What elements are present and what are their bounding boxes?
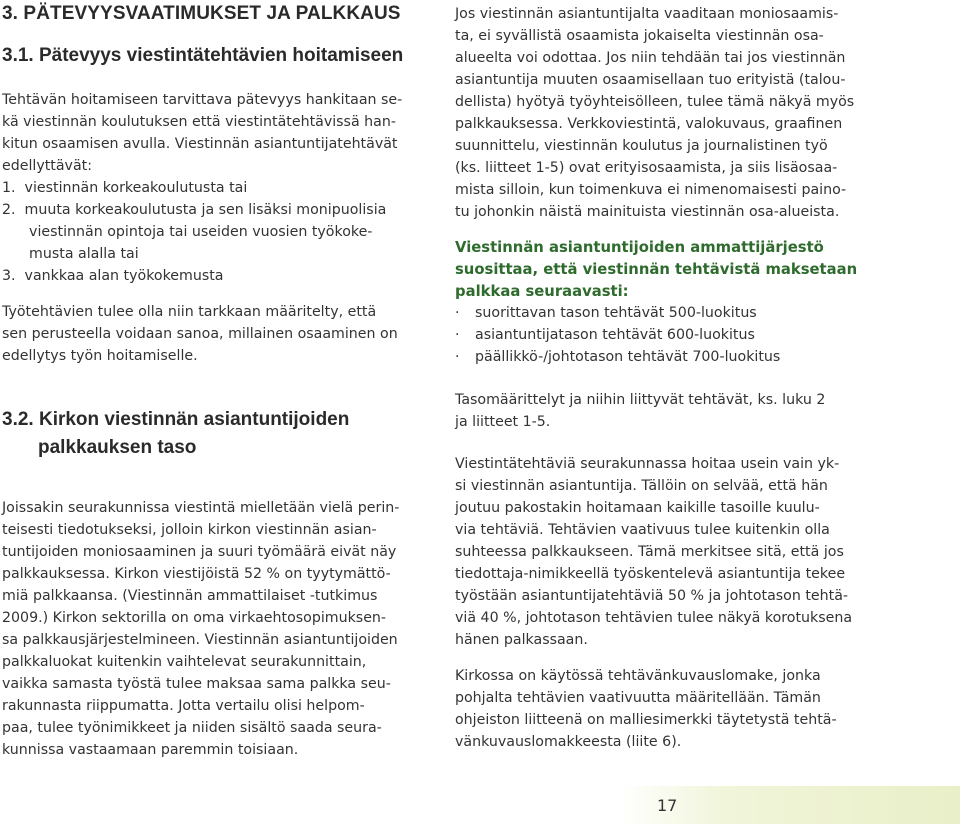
text-line: suhteessa palkkaukseen. Tämä merkitsee sitä, että jos	[455, 544, 844, 560]
list-item-text: päällikkö-/johtotason tehtävät 700-luokitus	[475, 349, 781, 365]
text-line: joutuu pakostakin hoitamaan kaikille tasoille kuulu-	[455, 500, 820, 516]
list-item-text: suorittavan tason tehtävät 500-luokitus	[475, 305, 757, 321]
list-item	[455, 346, 780, 368]
text-line: tuntijoiden moniosaaminen ja suuri työmäärä eivät näy	[2, 544, 397, 560]
text-line: palkkauksessa. Verkkoviestintä, valokuvaus, graafinen	[455, 116, 843, 132]
text-line: kitun osaamisen avulla. Viestinnän asiantuntijatehtävät	[2, 136, 398, 152]
list-item-continued: musta alalla tai	[2, 246, 139, 262]
text-line: vänkuvauslomakkeesta (liite 6).	[455, 734, 682, 750]
text-line: Kirkossa on käytössä tehtävänkuvauslomake, jonka	[455, 668, 821, 684]
text-line: paa, tulee työnimikkeet ja niiden sisältö saada seura-	[2, 720, 382, 736]
text-line: kunnissa vastaamaan paremmin toisiaan.	[2, 742, 299, 758]
text-line: ohjeiston liitteenä on malliesimerkki täytetystä tehtä-	[455, 712, 837, 728]
bullet-icon: ·	[455, 327, 460, 343]
bullet-icon: ·	[455, 305, 460, 321]
section-3-2-paragraph	[2, 497, 399, 761]
title-line: 3.2. Kirkon viestinnän asiantuntijoiden	[2, 409, 350, 430]
text-line: tiedottaja-nimikkeellä työskentelevä asiantuntija tekee	[455, 566, 846, 582]
title-line: palkkauksen taso	[38, 437, 197, 458]
right-paragraph-4	[455, 665, 837, 753]
text-line: (ks. liitteet 1-5) ovat erityisosaamista, ja siis lisäosaa-	[455, 160, 838, 176]
right-paragraph-2	[455, 389, 825, 433]
section-3-2-title	[2, 409, 349, 459]
text-line: mista silloin, kun toimenkuva ei nimenomaisesti paino-	[455, 182, 847, 198]
list-item-continued: viestinnän opintoja tai useiden vuosien työkoke-	[2, 224, 373, 240]
list-item	[455, 324, 780, 346]
text-line: dellista) hyötyä työyhteisölleen, tulee tämä näkyä myös	[455, 94, 855, 110]
text-line: palkkaa seuraavasti:	[455, 283, 629, 300]
salary-recommendation-heading	[455, 237, 857, 303]
text-line: palkkaluokat kuitenkin vaihtelevat seurakunnittain,	[2, 654, 367, 670]
section-3-1-intro	[2, 89, 402, 177]
text-line: Viestinnän asiantuntijoiden ammattijärjestö	[455, 239, 824, 256]
text-line: tu johonkin näistä mainituista viestinnän osa-alueista.	[455, 204, 840, 220]
text-line: 2009.) Kirkon sektorilla on oma virkaehtosopimuksen-	[2, 610, 387, 626]
text-line: miä palkkaansa. (Viestinnän ammattilaiset -tutkimus	[2, 588, 378, 604]
list-item: 1. viestinnän korkeakoulutusta tai	[2, 180, 248, 196]
qualification-list	[2, 177, 386, 287]
text-line: vaikka samasta työstä tulee maksaa sama palkka seu-	[2, 676, 391, 692]
text-line: rakunnasta riippumatta. Jotta vertailu olisi helpom-	[2, 698, 365, 714]
text-line: teisesti tiedotukseksi, jolloin kirkon viestinnän asian-	[2, 522, 377, 538]
text-line: ja liitteet 1-5.	[455, 414, 551, 430]
list-item	[455, 302, 780, 324]
salary-levels-list	[455, 302, 780, 368]
section-3-1-paragraph	[2, 301, 398, 367]
section-3-1-title: 3.1. Pätevyys viestintätehtävien hoitamiseen	[2, 45, 404, 66]
text-line: sen perusteella voidaan sanoa, millainen osaaminen on	[2, 326, 398, 342]
text-line: edellytys työn hoitamiselle.	[2, 348, 198, 364]
right-paragraph-3	[455, 453, 852, 651]
page-number: 17	[657, 796, 678, 815]
text-line: pohjalta tehtävien vaativuutta määritellään. Tämän	[455, 690, 821, 706]
text-line: Viestintätehtäviä seurakunnassa hoitaa usein vain yk-	[455, 456, 840, 472]
text-line: kä viestinnän koulutuksen että viestintätehtävissä han-	[2, 114, 396, 130]
text-line: alueelta voi odottaa. Jos niin tehdään tai jos viestinnän	[455, 50, 846, 66]
text-line: ta, ei syvällistä osaamista jokaiselta viestinnän osa-	[455, 28, 824, 44]
text-line: Tasomäärittelyt ja niihin liittyvät tehtävät, ks. luku 2	[455, 392, 826, 408]
text-line: suunnittelu, viestinnän koulutus ja journalistinen työ	[455, 138, 828, 154]
bullet-icon: ·	[455, 349, 460, 365]
text-line: suosittaa, että viestinnän tehtävistä maksetaan	[455, 261, 858, 278]
text-line: Jos viestinnän asiantuntijalta vaaditaan moniosaamis-	[455, 6, 839, 22]
text-line: Tehtävän hoitamiseen tarvittava pätevyys hankitaan se-	[2, 92, 403, 108]
text-line: palkkauksessa. Kirkon viestijöistä 52 % on tyytymättö-	[2, 566, 391, 582]
list-item: 3. vankkaa alan työkokemusta	[2, 268, 224, 284]
text-line: Työtehtävien tulee olla niin tarkkaan määritelty, että	[2, 304, 377, 320]
text-line: hänen palkassaan.	[455, 632, 588, 648]
text-line: asiantuntija muuten osaamisellaan tuo erityistä (talou-	[455, 72, 846, 88]
chapter-heading: 3. PÄTEVYYSVAATIMUKSET JA PALKKAUS	[2, 3, 401, 24]
list-item: 2. muuta korkeakoulutusta ja sen lisäksi monipuolisia	[2, 202, 387, 218]
text-line: edellyttävät:	[2, 158, 92, 174]
right-paragraph-1	[455, 3, 854, 223]
text-line: työstään asiantuntijatehtäviä 50 % ja johtotason tehtä-	[455, 588, 849, 604]
list-item-text: asiantuntijatason tehtävät 600-luokitus	[475, 327, 755, 343]
text-line: viä 40 %, johtotason tehtävien tulee näkyä korotuksena	[455, 610, 853, 626]
text-line: Joissakin seurakunnissa viestintä mielletään vielä perin-	[2, 500, 400, 516]
text-line: via tehtäviä. Tehtävien vaativuus tulee kuitenkin olla	[455, 522, 830, 538]
text-line: sa palkkausjärjestelmineen. Viestinnän asiantuntijoiden	[2, 632, 398, 648]
text-line: si viestinnän asiantuntija. Tällöin on selvää, että hän	[455, 478, 828, 494]
